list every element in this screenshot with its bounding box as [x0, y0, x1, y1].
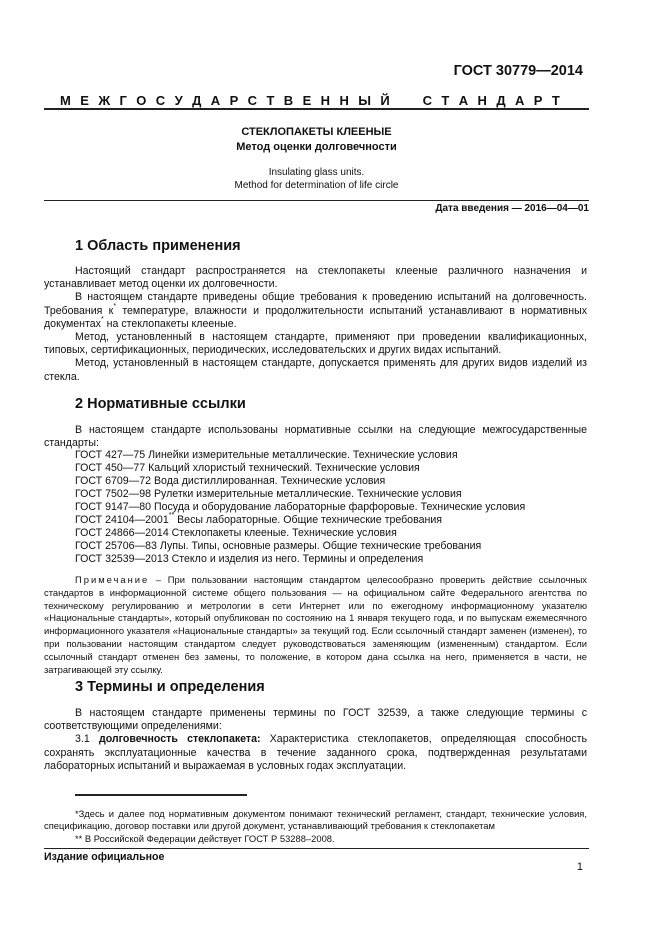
footnote-1: *Здесь и далее под нормативным документом понимают технический регламент, стандарт, технические условия, спецификацию, договор поставки или другой документ, устанавливающий требования к стеклопакетам — [44, 808, 587, 832]
introduction-date: Дата введения — 2016—04—01 — [435, 203, 589, 214]
banner-letter: А — [458, 93, 469, 108]
banner-letter: С — [247, 93, 258, 108]
banner-letter: А — [210, 93, 221, 108]
title-en-main: Insulating glass units. — [268, 167, 365, 178]
ref-item: ГОСТ 7502—98 Рулетки измерительные металлические. Технические условия — [75, 488, 462, 500]
banner-letter: В — [283, 93, 294, 108]
ref-item: ГОСТ 24866—2014 Стеклопакеты клееные. Технические условия — [75, 527, 397, 539]
section-3-heading: 3 Термины и определения — [75, 679, 265, 695]
section-2-intro: В настоящем стандарте использованы нормативные ссылки на следующие межгосударственные стандарты: — [44, 424, 587, 450]
footer-rule — [44, 848, 589, 849]
term-3-1: 3.1 долговечность стеклопакета: Характеристика стеклопакетов, определяющая способность сохранять эксплуатационные качества в течение заданного срока, подтвержденная результатами лабораторных испытаний и выражаемая в условных годах эксплуатации. — [44, 733, 587, 772]
banner-letter: С — [155, 93, 166, 108]
note-label: Примечание — [75, 574, 150, 585]
ref-item: ГОСТ 450—77 Кальций хлористый технический. Технические условия — [75, 462, 420, 474]
banner-letter: Н — [477, 93, 487, 108]
banner-letter: Н — [339, 93, 349, 108]
section-1-p2: В настоящем стандарте приведены общие требования к проведению испытаний на долговечность. Требования к* температуре, влажности и продолжительности испытаний устанавливают в нормативных документах* на стеклопакеты клееные. — [44, 291, 587, 330]
ref-item: ГОСТ 25706—83 Лупы. Типы, основные размеры. Общие технические требования — [75, 540, 482, 552]
ref-item: ГОСТ 427—75 Линейки измерительные металлические. Технические условия — [75, 449, 458, 461]
banner-letter: Т — [441, 93, 450, 108]
banner-letter: М — [60, 93, 71, 108]
ref-item: ГОСТ 24104—2001** Весы лабораторные. Общие технические требования — [75, 512, 442, 526]
banner-letter: Е — [302, 93, 312, 108]
ref-item: ГОСТ 32539—2013 Стекло и изделия из него. Термины и определения — [75, 553, 424, 565]
banner-letter — [399, 93, 413, 108]
title-ru-sub: Метод оценки долговечности — [236, 141, 397, 153]
section-1-p4: Метод, установленный в настоящем стандарте, допускается применять для других видов изделий из стекла. — [44, 357, 587, 383]
note-text: – При пользовании настоящим стандартом целесообразно проверить действие ссылочных стандартов в информационной системе общего пользования — на официальном сайте Федерального агентства по техническому регулированию и метрологии в сети Интернет или по ежегодному информационному указателю «Национальные стандарты», который опубликован по состоянию на 1 января текущего года, и по выпускам ежемесячного информационного указателя «Национальные стандарты» за текущий год. Если ссылочный стандарт заменен (изменен), то при пользовании настоящим стандартом следует руководствоваться заменяющим (измененным) стандартом. Если ссылочный стандарт отменен без замены, то положение, в котором дана ссылка на него, применяется в части, не затрагивающей эту ссылку. — [44, 574, 587, 675]
official-edition-label: Издание официальное — [44, 851, 165, 863]
footnote-2: ** В Российской Федерации действует ГОСТ Р 53288–2008. — [75, 832, 335, 844]
title-rule — [44, 200, 589, 201]
references-note — [44, 574, 587, 676]
footnotes — [44, 808, 587, 845]
banner-letter: У — [174, 93, 183, 108]
normative-references-list — [75, 449, 525, 566]
title-block — [44, 125, 589, 192]
interstate-standard-banner — [60, 93, 560, 108]
banner-letter: Т — [266, 93, 275, 108]
banner-letter: Т — [551, 93, 560, 108]
term-name: долговечность стеклопакета: — [98, 733, 261, 746]
ref-item: ГОСТ 6709—72 Вода дистиллированная. Технические условия — [75, 475, 386, 487]
banner-letter: Й — [380, 93, 390, 108]
section-1-p1: Настоящий стандарт распространяется на стеклопакеты клееные различного назначения и устанавливает метод оценки их долговечности. — [44, 265, 587, 291]
section-3-intro: В настоящем стандарте применены термины по ГОСТ 32539, а также следующие термины с соответствующими определениями: — [44, 707, 587, 733]
section-1-p3: Метод, установленный в настоящем стандарте, применяют при проведении квалификационных, типовых, сертификационных, периодических, исследовательских и других видах испытаний. — [44, 331, 587, 357]
section-1-heading: 1 Область применения — [75, 238, 241, 254]
banner-letter: Д — [496, 93, 506, 108]
banner-letter: С — [422, 93, 432, 108]
header-rule — [44, 108, 589, 110]
banner-letter: Р — [229, 93, 239, 108]
banner-letter: Ы — [358, 93, 371, 108]
title-en-sub: Method for determination of life circle — [234, 180, 399, 191]
section-1-body — [44, 265, 587, 384]
section-3-body — [44, 707, 587, 773]
banner-letter: О — [136, 93, 147, 108]
standard-code: ГОСТ 30779—2014 — [453, 63, 583, 79]
section-2-heading: 2 Нормативные ссылки — [75, 396, 246, 412]
banner-letter: Н — [320, 93, 331, 108]
banner-letter: Д — [192, 93, 202, 108]
banner-letter: Р — [533, 93, 543, 108]
banner-letter: А — [514, 93, 525, 108]
title-ru-main: СТЕКЛОПАКЕТЫ КЛЕЕНЫЕ — [241, 126, 392, 138]
page-number: 1 — [576, 861, 583, 873]
banner-letter: Г — [119, 93, 127, 108]
banner-letter: Ж — [98, 93, 111, 108]
banner-letter: Е — [80, 93, 89, 108]
ref-item: ГОСТ 9147—80 Посуда и оборудование лабораторные фарфоровые. Технические условия — [75, 501, 526, 513]
footnote-rule — [75, 794, 247, 796]
